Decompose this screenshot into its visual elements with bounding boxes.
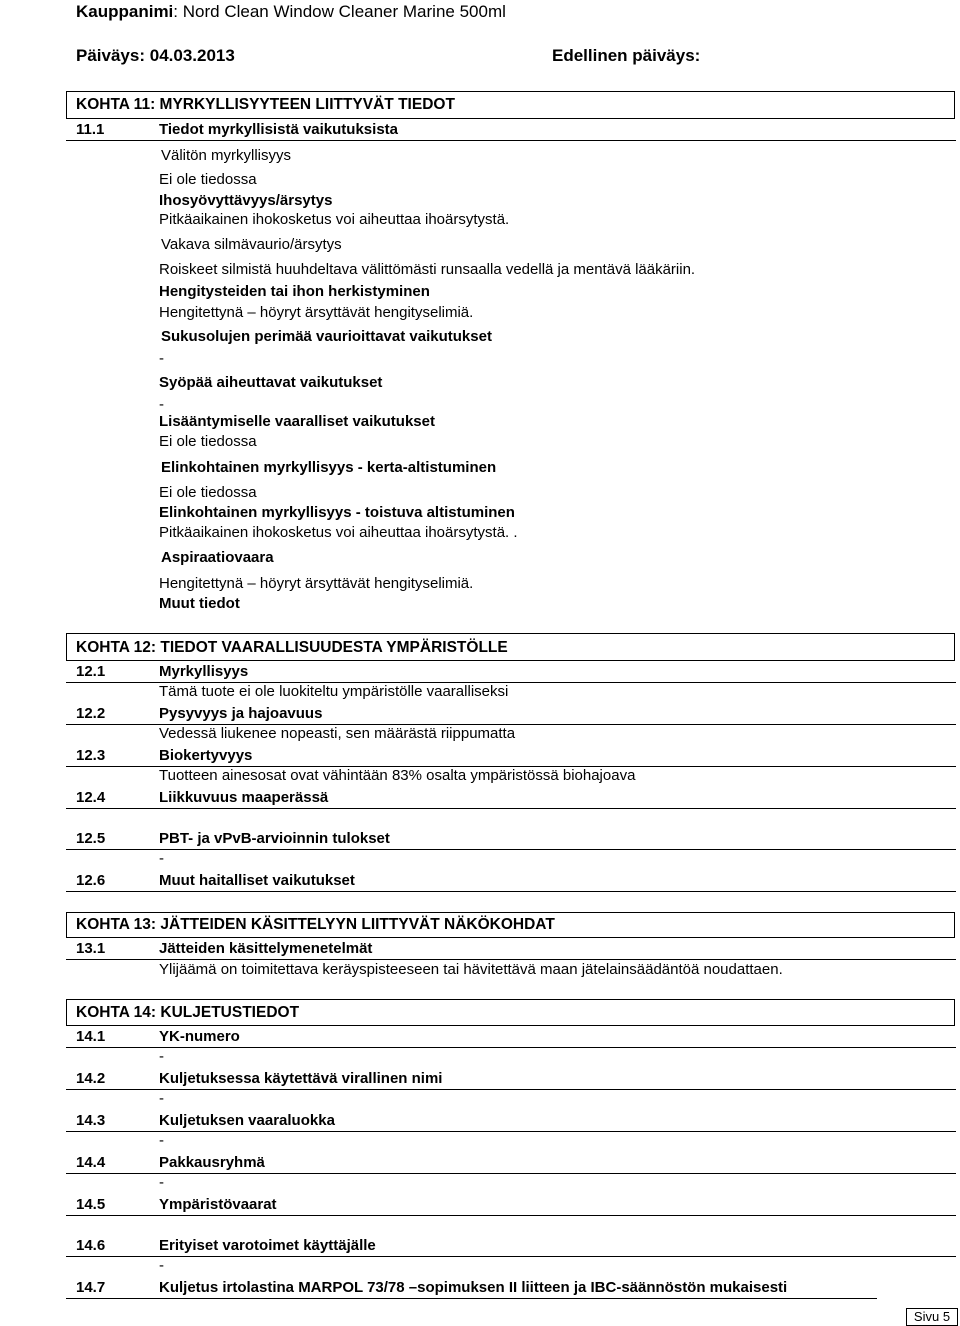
sub-title: Kuljetuksessa käytettävä virallinen nimi bbox=[159, 1070, 443, 1087]
product-name bbox=[76, 2, 506, 22]
sub-number: 14.5 bbox=[76, 1196, 106, 1213]
sub-title: Biokertyvyys bbox=[159, 747, 253, 764]
divider bbox=[66, 808, 956, 809]
sub-title: Myrkyllisyys bbox=[159, 663, 249, 680]
sub-title: Kuljetus irtolastina MARPOL 73/78 –sopimuksen II liitteen ja IBC-säännöstön mukaisesti bbox=[159, 1279, 788, 1296]
sub-title: Kuljetuksen vaaraluokka bbox=[159, 1112, 335, 1129]
section-13-title: KOHTA 13: JÄTTEIDEN KÄSITTELYYN LIITTYVÄT NÄKÖKOHDAT bbox=[76, 916, 555, 933]
toxicity-line: Elinkohtainen myrkyllisyys - toistuva altistuminen bbox=[159, 504, 515, 521]
toxicity-line: Ei ole tiedossa bbox=[159, 171, 257, 188]
sub-13-1-number: 13.1 bbox=[76, 940, 106, 957]
section-11-title: KOHTA 11: MYRKYLLISYYTEEN LIITTYVÄT TIEDOT bbox=[76, 96, 455, 113]
sub-number: 14.6 bbox=[76, 1237, 106, 1254]
divider bbox=[66, 959, 956, 960]
sub-title: YK-numero bbox=[159, 1028, 240, 1045]
divider bbox=[66, 1173, 956, 1174]
empty-value-dash: - bbox=[159, 850, 164, 867]
empty-value-dash: - bbox=[159, 1257, 164, 1274]
divider bbox=[66, 1047, 956, 1048]
toxicity-line: Ei ole tiedossa bbox=[159, 484, 257, 501]
empty-value-dash: - bbox=[159, 1174, 164, 1191]
sub-title: Liikkuvuus maaperässä bbox=[159, 789, 329, 806]
toxicity-line: Hengitettynä – höyryt ärsyttävät hengityselimiä. bbox=[159, 304, 474, 321]
empty-value-dash: - bbox=[159, 1048, 164, 1065]
empty-value-dash: - bbox=[159, 1090, 164, 1107]
toxicity-line: Hengitettynä – höyryt ärsyttävät hengityselimiä. bbox=[159, 575, 474, 592]
divider bbox=[66, 1089, 956, 1090]
toxicity-line: Vakava silmävaurio/ärsytys bbox=[161, 236, 342, 253]
toxicity-line: Hengitysteiden tai ihon herkistyminen bbox=[159, 283, 430, 300]
sub-text: Vedessä liukenee nopeasti, sen määrästä riippumatta bbox=[159, 725, 516, 742]
previous-date-label: Edellinen päiväys: bbox=[552, 46, 701, 65]
date-label: Päiväys: bbox=[76, 46, 145, 65]
sub-13-1-text: Ylijäämä on toimitettava keräyspisteeseen tai hävitettävä maan jätelainsäädäntöä noudattaen. bbox=[159, 961, 783, 978]
sub-text: Tuotteen ainesosat ovat vähintään 83% osalta ympäristössä biohajoava bbox=[159, 767, 636, 784]
toxicity-line: Roiskeet silmistä huuhdeltava välittömästi runsaalla vedellä ja mentävä lääkäriin. bbox=[159, 261, 696, 278]
sub-number: 14.2 bbox=[76, 1070, 106, 1087]
section-12-title: KOHTA 12: TIEDOT VAARALLISUUDESTA YMPÄRISTÖLLE bbox=[76, 639, 508, 656]
sub-number: 14.1 bbox=[76, 1028, 106, 1045]
divider bbox=[66, 1298, 877, 1299]
divider bbox=[66, 140, 956, 141]
sub-title: PBT- ja vPvB-arvioinnin tulokset bbox=[159, 830, 390, 847]
divider bbox=[66, 849, 956, 850]
sub-title: Pakkausryhmä bbox=[159, 1154, 265, 1171]
toxicity-line: Pitkäaikainen ihokosketus voi aiheuttaa ihoärsytystä. bbox=[159, 211, 510, 228]
sub-11-1-number: 11.1 bbox=[76, 121, 105, 138]
toxicity-line: Aspiraatiovaara bbox=[161, 549, 274, 566]
page-number: Sivu 5 bbox=[906, 1308, 958, 1326]
empty-value-dash: - bbox=[159, 396, 164, 413]
sub-number: 14.7 bbox=[76, 1279, 106, 1296]
sub-number: 12.6 bbox=[76, 872, 106, 889]
sub-number: 14.4 bbox=[76, 1154, 106, 1171]
divider bbox=[66, 1256, 956, 1257]
sub-title: Ympäristövaarat bbox=[159, 1196, 277, 1213]
sub-number: 12.2 bbox=[76, 705, 106, 722]
sub-13-1-title: Jätteiden käsittelymenetelmät bbox=[159, 940, 373, 957]
divider bbox=[66, 891, 956, 892]
sub-title: Erityiset varotoimet käyttäjälle bbox=[159, 1237, 376, 1254]
toxicity-line: Pitkäaikainen ihokosketus voi aiheuttaa ihoärsytystä. . bbox=[159, 524, 518, 541]
section-14-title: KOHTA 14: KULJETUSTIEDOT bbox=[76, 1004, 300, 1021]
sub-number: 12.5 bbox=[76, 830, 106, 847]
toxicity-line: Elinkohtainen myrkyllisyys - kerta-altistuminen bbox=[161, 459, 497, 476]
toxicity-line: Sukusolujen perimää vaurioittavat vaikutukset bbox=[161, 328, 492, 345]
toxicity-line: Ihosyövyttävyys/ärsytys bbox=[159, 192, 333, 209]
toxicity-line: Syöpää aiheuttavat vaikutukset bbox=[159, 374, 383, 391]
sub-11-1-title: Tiedot myrkyllisistä vaikutuksista bbox=[159, 121, 398, 138]
empty-value-dash: - bbox=[159, 1132, 164, 1149]
sub-text: Tämä tuote ei ole luokiteltu ympäristölle vaaralliseksi bbox=[159, 683, 509, 700]
divider bbox=[66, 1215, 956, 1216]
sub-title: Pysyvyys ja hajoavuus bbox=[159, 705, 323, 722]
product-value: : Nord Clean Window Cleaner Marine 500ml bbox=[173, 2, 506, 21]
sub-number: 14.3 bbox=[76, 1112, 106, 1129]
divider bbox=[66, 1131, 956, 1132]
empty-value-dash: - bbox=[159, 350, 164, 367]
date-value: 04.03.2013 bbox=[149, 46, 235, 65]
toxicity-line: Välitön myrkyllisyys bbox=[161, 147, 292, 164]
sub-number: 12.4 bbox=[76, 789, 106, 806]
product-label: Kauppanimi bbox=[76, 2, 174, 21]
date bbox=[76, 46, 235, 66]
sub-title: Muut haitalliset vaikutukset bbox=[159, 872, 355, 889]
toxicity-line: Ei ole tiedossa bbox=[159, 433, 257, 450]
toxicity-line: Muut tiedot bbox=[159, 595, 240, 612]
sub-number: 12.1 bbox=[76, 663, 106, 680]
sub-number: 12.3 bbox=[76, 747, 106, 764]
toxicity-line: Lisääntymiselle vaaralliset vaikutukset bbox=[159, 413, 435, 430]
